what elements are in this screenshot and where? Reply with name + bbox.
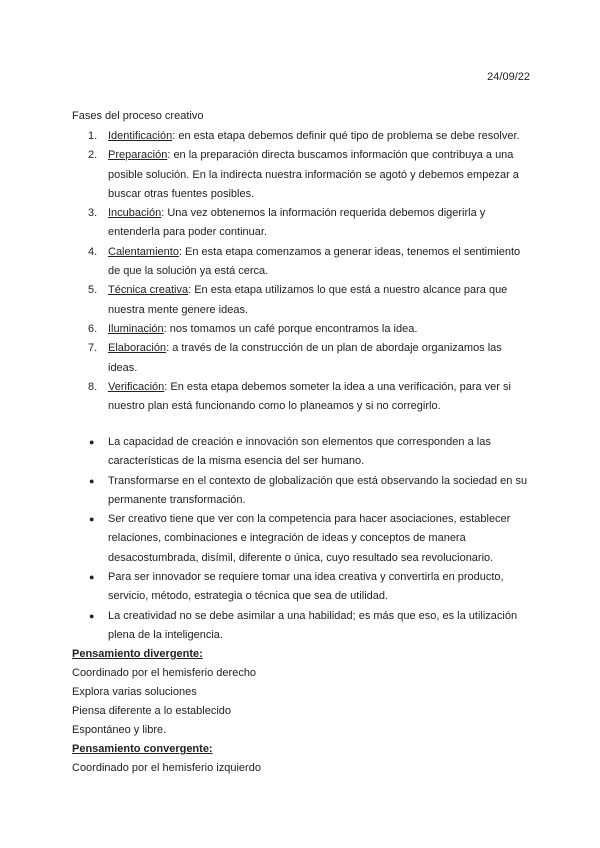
document-date: 24/09/22 (487, 71, 530, 83)
phase-term: Iluminación (108, 322, 164, 335)
phase-text: : nos tomamos un café porque encontramos la idea. (163, 322, 418, 335)
phase-term: Verificación (108, 380, 165, 393)
bullet-item: ● Ser creativo tiene que ver con la competencia para hacer asociaciones, establecer relaciones, combinaciones e integración de ideas y conceptos de manera desacostumbrada, disímil, diferente o única, cuyo resultado sea revolucionario. (80, 510, 530, 568)
phase-text: : en esta etapa debemos definir qué tipo de problema se debe resolver. (172, 130, 520, 142)
bullet-item: ● Transformarse en el contexto de globalización que está observando la sociedad en su permanente transformación. (80, 472, 530, 511)
phase-text: : En esta etapa debemos someter la idea a una verificación, para ver si nuestro plan está funcionando como lo planeamos y si no corregirlo. (108, 380, 511, 413)
phase-item: 5. Técnica creativa: En esta etapa utilizamos lo que está a nuestro alcance para que nuestra mente genere ideas. (88, 284, 508, 316)
creative-phases-list (80, 127, 530, 416)
bullet-dot-icon: ● (89, 437, 95, 447)
convergent-heading: Pensamiento convergente: (72, 743, 213, 755)
divergent-thinking-section (72, 645, 532, 740)
divergent-line: Explora varias soluciones (72, 686, 197, 698)
convergent-thinking-section (72, 740, 532, 778)
creativity-bullet-list (80, 433, 530, 645)
divergent-line: Piensa diferente a lo establecido (72, 705, 231, 717)
phase-term: Incubación (108, 207, 162, 220)
phase-text: : En esta etapa comenzamos a generar ideas, tenemos el sentimiento de que la solución ya está cerca. (108, 245, 521, 278)
bullet-dot-icon: ● (89, 514, 95, 525)
divergent-heading: Pensamiento divergente: (72, 648, 203, 660)
bullet-dot-icon: ● (89, 610, 95, 621)
phase-item: 1. Identificación: en esta etapa debemos definir qué tipo de problema se debe resolver. (88, 130, 520, 142)
phase-text: : a través de la construcción de un plan de abordaje organizamos las ideas. (108, 342, 502, 374)
bullet-item: ● La capacidad de creación e innovación son elementos que corresponden a las características de la misma esencia del ser humano. (80, 433, 530, 472)
phase-term: Preparación (108, 149, 168, 162)
bullet-item: ● Para ser innovador se requiere tomar una idea creativa y convertirla en producto, servicio, método, estrategia o técnica que sea de utilidad. (80, 568, 530, 607)
phase-text: : en la preparación directa buscamos información que contribuya a una posible solución. En la indirecta nuestra información se agotó y debemos empezar a buscar otras fuentes posibles. (108, 149, 519, 200)
document-title: Fases del proceso creativo (72, 110, 204, 122)
phase-text: : Una vez obtenemos la información requerida debemos digerirla y entenderla para poder continuar. (108, 207, 486, 239)
phase-term: Elaboración (108, 342, 167, 355)
divergent-line: Coordinado por el hemisferio derecho (72, 667, 257, 679)
phase-text: : En esta etapa utilizamos lo que está a nuestro alcance para que nuestra mente genere ideas. (108, 284, 508, 316)
phase-term: Técnica creativa (108, 284, 189, 297)
bullet-item: ● La creatividad no se debe asimilar a una habilidad; es más que eso, es la utilización plena de la inteligencia. (80, 607, 530, 646)
phase-item: 4. Calentamiento: En esta etapa comenzamos a generar ideas, tenemos el sentimiento de que la solución ya está cerca. (88, 245, 521, 278)
phase-item: 7. Elaboración: a través de la construcción de un plan de abordaje organizamos las ideas. (88, 342, 502, 374)
divergent-line: Espontáneo y libre. (72, 724, 167, 736)
phase-term: Identificación (108, 130, 173, 142)
convergent-line: Coordinado por el hemisferio izquierdo (72, 762, 261, 774)
bullet-dot-icon: ● (89, 572, 95, 583)
phase-item: 2. Preparación: en la preparación directa buscamos información que contribuya a una posible solución. En la indirecta nuestra información se agotó y debemos empezar a buscar otras fuentes posibles. (88, 149, 519, 200)
phase-term: Calentamiento (108, 245, 179, 258)
phase-item: 8. Verificación: En esta etapa debemos someter la idea a una verificación, para ver si nuestro plan está funcionando como lo planeamos y si no corregirlo. (88, 380, 511, 413)
phase-item: 6. Iluminación: nos tomamos un café porque encontramos la idea. (88, 322, 418, 335)
bullet-dot-icon: ● (89, 475, 95, 486)
phase-item: 3. Incubación: Una vez obtenemos la información requerida debemos digerirla y entenderla para poder continuar. (88, 207, 486, 239)
